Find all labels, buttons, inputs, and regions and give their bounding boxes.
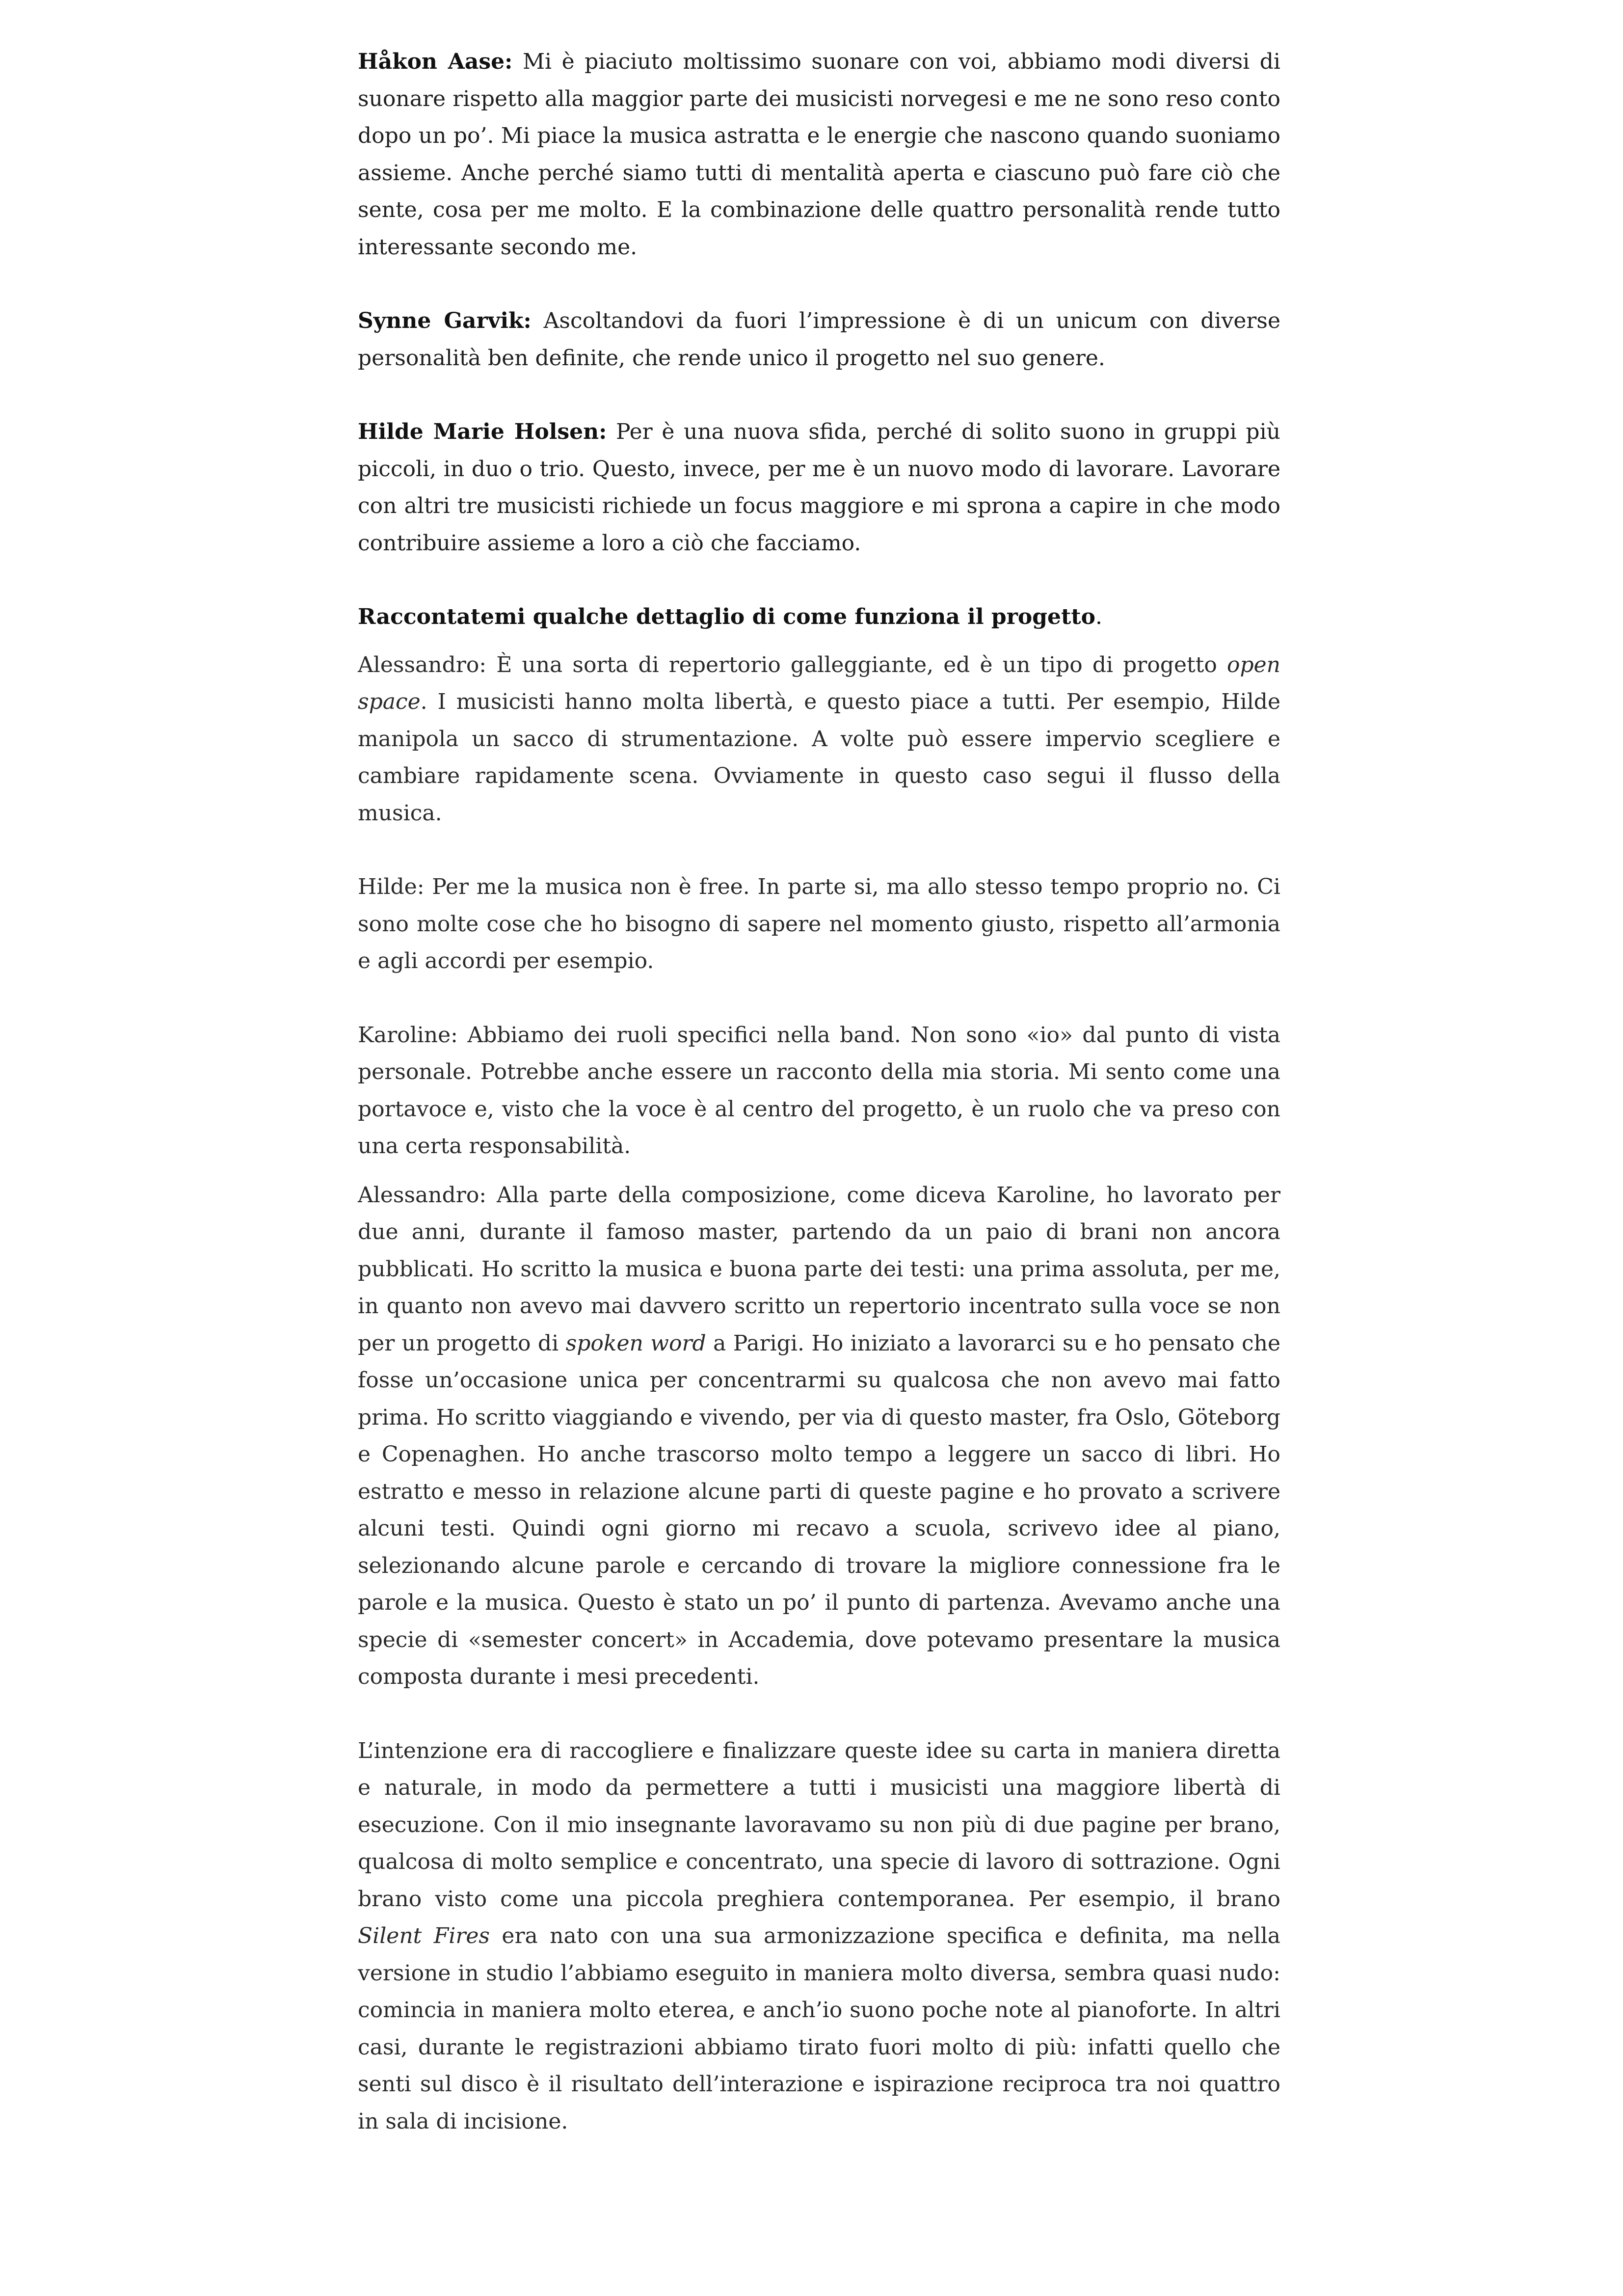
answer-text: Alessandro: È una sorta di repertorio galleggiante, ed è un tipo di progetto — [358, 652, 1227, 677]
question-label: Raccontatemi qualche dettaglio di come funziona il progetto — [358, 604, 1095, 629]
italic-term: spoken word — [565, 1330, 706, 1356]
italic-term: open space — [358, 652, 1280, 714]
paragraph: Karoline: Abbiamo dei ruoli specifici nella band. Non sono «io» dal punto di vista personale. Potrebbe anche essere un racconto della mia storia. Mi sento come una portavoce e, visto che la voce è al centro del progetto, è un ruolo che va preso con una certa responsabilità. — [358, 1022, 1280, 1159]
speaker-name: Håkon Aase — [358, 49, 505, 74]
answer-karoline — [358, 1017, 1280, 1165]
statement-text: Ascoltandovi da fuori l’impressione è di un unicum con diverse personalità ben definite, che rende unico il progetto nel suo genere. — [358, 308, 1281, 371]
statement-hilde-marie — [358, 413, 1280, 562]
speaker-separator: : — [505, 49, 513, 74]
statement-synne — [358, 302, 1280, 377]
answer-hilde — [358, 868, 1280, 980]
speaker-name: Hilde Marie Holsen — [358, 419, 599, 444]
speaker-separator: : — [599, 419, 607, 444]
paragraph — [358, 43, 1280, 266]
paragraph — [358, 302, 1280, 377]
answer-text-cont: . I musicisti hanno molta libertà, e questo piace a tutti. Per esempio, Hilde manipola un sacco di strumentazione. A volte può essere impervio scegliere e cambiare rapidamente scena. Ovviamente in questo caso segui il flusso della musica. — [358, 689, 1280, 826]
paragraph — [358, 1177, 1280, 1696]
paragraph — [358, 413, 1280, 562]
answer-alessandro-3 — [358, 1732, 1280, 2140]
question-period: . — [1095, 604, 1102, 629]
statement-hakon — [358, 43, 1280, 266]
paragraph — [358, 1732, 1280, 2140]
answer-text: Alessandro: Alla parte della composizione, come diceva Karoline, ho lavorato per due anni, durante il famoso master, partendo da un paio di brani non ancora pubblicati. Ho scritto la musica e buona parte dei testi: una prima assoluta, per me, in quanto non avevo mai davvero scritto un repertorio incentrato sulla voce se non per un progetto di — [358, 1182, 1280, 1356]
statement-text: Mi è piaciuto moltissimo suonare con voi, abbiamo modi diversi di suonare rispetto alla maggior parte dei musicisti norvegesi e me ne sono reso conto dopo un po’. Mi piace la musica astratta e le energie che nascono quando suoniamo assieme. Anche perché siamo tutti di mentalità aperta e ciascuno può fare ciò che sente, cosa per me molto. E la combinazione delle quattro personalità rende tutto interessante secondo me. — [358, 49, 1280, 260]
speaker-name: Synne Garvik — [358, 308, 524, 333]
song-title: Silent Fires — [358, 1923, 490, 1948]
paragraph: Hilde: Per me la musica non è free. In parte si, ma allo stesso tempo proprio no. Ci sono molte cose che ho bisogno di sapere nel momento giusto, rispetto all’armonia e agli accordi per esempio. — [358, 874, 1280, 973]
answer-text-cont: a Parigi. Ho iniziato a lavorarci su e ho pensato che fosse un’occasione unica per concentrarmi su qualcosa che non avevo mai fatto prima. Ho scritto viaggiando e vivendo, per via di questo master, fra Oslo, Göteborg e Copenaghen. Ho anche trascorso molto tempo a leggere un sacco di libri. Ho estratto e messo in relazione alcune parti di queste pagine e ho provato a scrivere alcuni testi. Quindi ogni giorno mi recavo a scuola, scrivevo idee al piano, selezionando alcune parole e cercando di trovare la migliore connessione fra le parole e la musica. Questo è stato un po’ il punto di partenza. Avevamo anche una specie di «semester concert» in Accademia, dove potevamo presentare la musica composta durante i mesi precedenti. — [358, 1330, 1280, 1689]
paragraph — [358, 647, 1280, 832]
article-body — [358, 43, 1280, 2177]
answer-alessandro-1 — [358, 647, 1280, 832]
answer-text-cont: era nato con una sua armonizzazione specifica e definita, ma nella versione in studio l’abbiamo eseguito in maniera molto diversa, sembra quasi nudo: comincia in maniera molto eterea, e anch’io suono poche note al pianoforte. In altri casi, durante le registrazioni abbiamo tirato fuori molto di più: infatti quello che senti sul disco è il risultato dell’interazione e ispirazione reciproca tra noi quattro in sala di incisione. — [358, 1923, 1280, 2134]
interview-question — [358, 598, 1280, 636]
speaker-separator: : — [523, 308, 532, 333]
answer-text: L’intenzione era di raccogliere e finalizzare queste idee su carta in maniera diretta e naturale, in modo da permettere a tutti i musicisti una maggiore libertà di esecuzione. Con il mio insegnante lavoravamo su non più di due pagine per brano, qualcosa di molto semplice e concentrato, una specie di lavoro di sottrazione. Ogni brano visto come una piccola preghiera contemporanea. Per esempio, il brano — [358, 1738, 1280, 1912]
answer-alessandro-2 — [358, 1177, 1280, 1696]
statement-text: Per è una nuova sfida, perché di solito suono in gruppi più piccoli, in duo o trio. Questo, invece, per me è un nuovo modo di lavorare. Lavorare con altri tre musicisti richiede un focus maggiore e mi sprona a capire in che modo contribuire assieme a loro a ciò che facciamo. — [358, 419, 1280, 556]
question-text — [358, 598, 1280, 636]
